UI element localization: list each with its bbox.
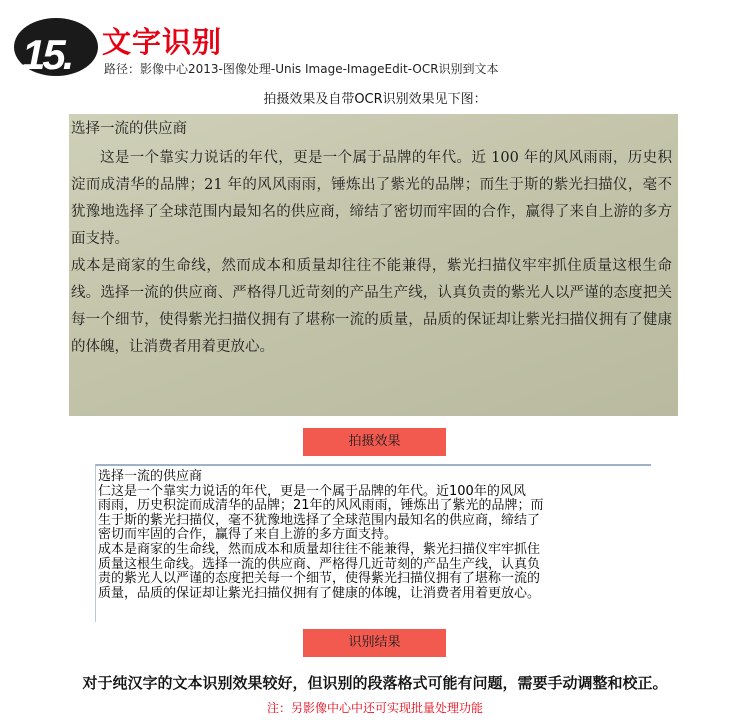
ocr-line: 质量这根生命线。选择一流的供应商、严格得几近苛刻的产品生产线，认真负 xyxy=(98,556,541,572)
summary-note: 对于纯汉字的文本识别效果较好，但识别的段落格式可能有问题，需要手动调整和校正。 xyxy=(82,674,668,692)
ocr-line: 选择一流的供应商 xyxy=(98,469,203,484)
ocr-line: 雨雨，历史积淀而成清华的品牌；21年的风风雨雨，锤炼出了紫光的品牌；而 xyxy=(98,498,544,514)
section-number: 15. xyxy=(22,31,72,78)
section-title: 文字识别 xyxy=(102,25,223,59)
photo-paragraph-1: 这是一个靠实力说话的年代，更是一个属于品牌的年代。近 100 年的风风雨雨，历史积淀而成清华的品牌；21 年的风风雨雨，锤炼出了紫光的品牌；而生于斯的紫光扫描仪，毫不犹豫地选择了全球范围内最知名的供应商，缔结了密切而牢固的合作，赢得了来自上游的多方面支持。 xyxy=(71,150,672,247)
ocr-result-textbox[interactable] xyxy=(95,464,651,622)
ocr-line: 生于斯的紫光扫描仪，毫不犹豫地选择了全球范围内最知名的供应商，缔结了 xyxy=(98,512,541,528)
section-number-badge xyxy=(14,18,98,76)
ocr-line: 密切而牢固的合作，赢得了来自上游的多方面支持。 xyxy=(98,527,398,543)
menu-path: 路径：影像中心2013-图像处理-Unis Image-ImageEdit-OCR识别到文本 xyxy=(104,62,499,76)
capture-result-label: 拍摄效果 xyxy=(303,428,446,456)
ocr-line: 责的紫光人以严谨的态度把关每一个细节，使得紫光扫描仪拥有了堪称一流的 xyxy=(98,571,541,587)
ocr-result-label: 识别结果 xyxy=(303,629,446,657)
section-header xyxy=(10,10,740,80)
ocr-line: 质量，品质的保证却让紫光扫描仪拥有了健康的体魄，让消费者用着更放心。 xyxy=(98,585,541,601)
ocr-line: 仁这是一个靠实力说话的年代，更是一个属于品牌的年代。近100年的风风 xyxy=(98,483,526,499)
batch-note: 注：另影像中心中还可实现批量处理功能 xyxy=(266,701,483,715)
photo-title: 选择一流的供应商 xyxy=(71,121,187,137)
ocr-line: 成本是商家的生命线，然而成本和质量却往往不能兼得，紫光扫描仪牢牢抓住 xyxy=(98,541,541,557)
captured-photo xyxy=(69,114,678,416)
subtitle: 拍摄效果及自带OCR识别效果见下图： xyxy=(263,92,487,107)
photo-paragraph-2: 成本是商家的生命线，然而成本和质量却往往不能兼得，紫光扫描仪牢牢抓住质量这根生命线。选择一流的供应商、严格得几近苛刻的产品生产线，认真负责的紫光人以严谨的态度把关每一个细节，使得紫光扫描仪拥有了堪称一流的质量，品质的保证却让紫光扫描仪拥有了健康的体魄，让消费者用着更放心。 xyxy=(71,258,672,355)
